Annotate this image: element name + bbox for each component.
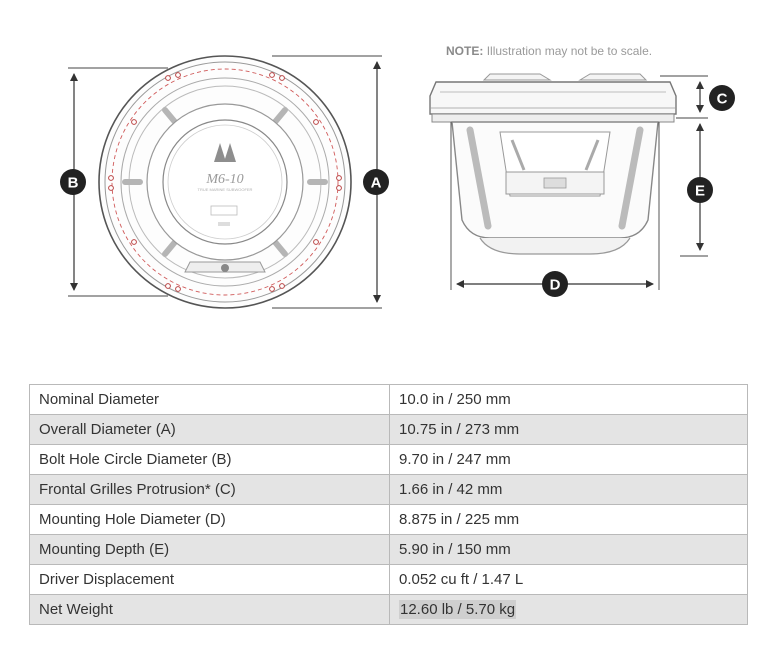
badge-e <box>687 177 713 203</box>
spec-value: 5.90 in / 150 mm <box>390 535 748 565</box>
spec-value: 9.70 in / 247 mm <box>390 445 748 475</box>
table-row <box>30 535 748 565</box>
note-label: NOTE: <box>446 44 484 58</box>
model-text: M6-10 <box>206 172 244 187</box>
badge-b <box>60 169 86 195</box>
spec-label: Nominal Diameter <box>30 385 390 415</box>
spec-value <box>390 595 748 625</box>
svg-text:B: B <box>67 174 79 192</box>
badge-c <box>709 85 735 111</box>
table-row <box>30 385 748 415</box>
specs-table <box>29 384 748 625</box>
spec-label: Frontal Grilles Protrusion* (C) <box>30 475 390 505</box>
spec-value: 1.66 in / 42 mm <box>390 475 748 505</box>
spec-value-highlight: 12.60 lb / 5.70 kg <box>400 601 516 618</box>
spec-value: 8.875 in / 225 mm <box>390 505 748 535</box>
spec-label: Overall Diameter (A) <box>30 415 390 445</box>
spec-value: 0.052 cu ft / 1.47 L <box>390 565 748 595</box>
side-view <box>430 74 676 254</box>
badge-d <box>542 271 568 297</box>
spec-value: 10.0 in / 250 mm <box>390 385 748 415</box>
spec-label: Bolt Hole Circle Diameter (B) <box>30 445 390 475</box>
table-row <box>30 505 748 535</box>
spec-label: Mounting Depth (E) <box>30 535 390 565</box>
scale-note <box>446 44 652 58</box>
svg-text:E: E <box>694 182 706 200</box>
table-row <box>30 445 748 475</box>
spec-label: Net Weight <box>30 595 390 625</box>
front-view <box>99 56 351 308</box>
svg-text:A: A <box>370 174 382 192</box>
spec-label: Mounting Hole Diameter (D) <box>30 505 390 535</box>
table-row <box>30 475 748 505</box>
spec-label: Driver Displacement <box>30 565 390 595</box>
table-row <box>30 595 748 625</box>
svg-text:C: C <box>716 90 728 108</box>
note-text: Illustration may not be to scale. <box>486 44 653 58</box>
spec-value: 10.75 in / 273 mm <box>390 415 748 445</box>
badge-a <box>363 169 389 195</box>
table-row <box>30 565 748 595</box>
model-sublabel: TRUE MARINE SUBWOOFER <box>197 187 253 192</box>
table-row <box>30 415 748 445</box>
svg-text:D: D <box>549 276 561 294</box>
